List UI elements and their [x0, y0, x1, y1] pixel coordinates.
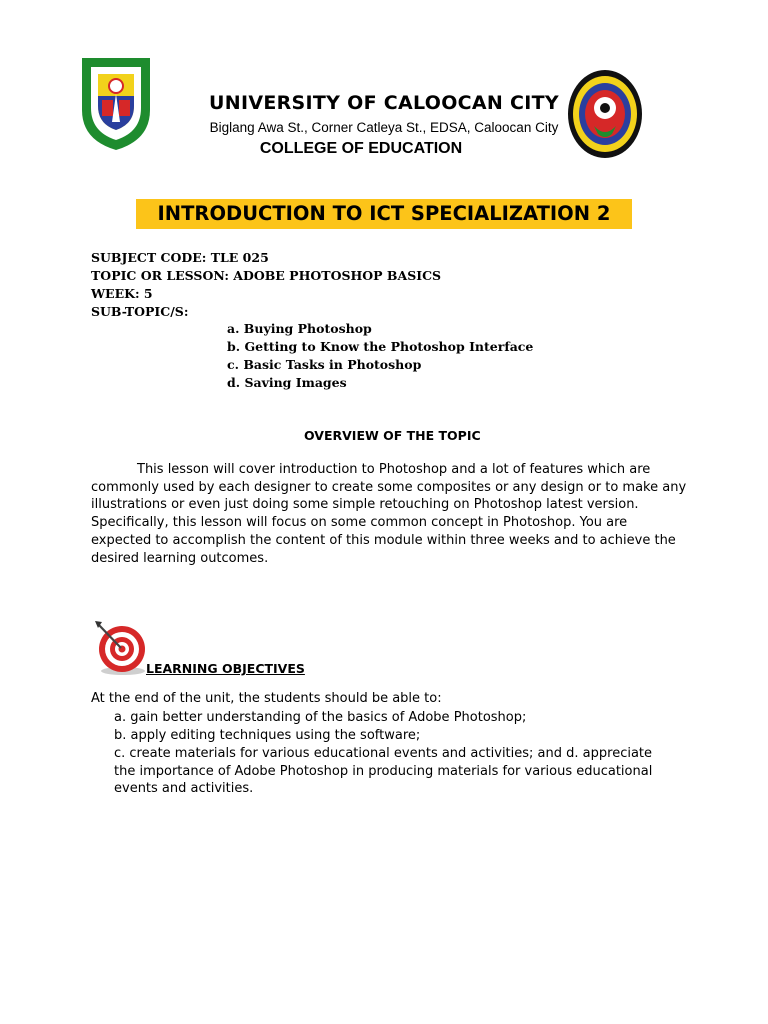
- objective-item: a. gain better understanding of the basics of Adobe Photoshop;: [114, 710, 527, 725]
- university-name: UNIVERSITY OF CALOOCAN CITY: [209, 92, 559, 114]
- college-name: COLLEGE OF EDUCATION: [259, 140, 463, 157]
- objectives-intro: At the end of the unit, the students should be able to:: [91, 691, 442, 706]
- subtopic-item: d. Saving Images: [227, 375, 347, 390]
- subtopic-item: c. Basic Tasks in Photoshop: [227, 357, 422, 372]
- objective-item: b. apply editing techniques using the software;: [114, 728, 421, 743]
- overview-heading: OVERVIEW OF THE TOPIC: [304, 428, 481, 443]
- week: WEEK: 5: [91, 286, 153, 301]
- subject-code: SUBJECT CODE: TLE 025: [91, 250, 269, 265]
- topic-lesson: TOPIC OR LESSON: ADOBE PHOTOSHOP BASICS: [91, 268, 442, 283]
- module-title: INTRODUCTION TO ICT SPECIALIZATION 2: [136, 199, 632, 229]
- subtopic-item: b. Getting to Know the Photoshop Interface: [227, 339, 534, 354]
- subtopics-label: SUB-TOPIC/S:: [91, 304, 189, 319]
- objective-item: c. create materials for various educational events and activities; and d. appreciate the importance of Adobe Photoshop in producing materials for various educational events and activities.: [114, 746, 653, 797]
- target-icon: [92, 618, 150, 676]
- objectives-heading: LEARNING OBJECTIVES: [146, 661, 305, 676]
- overview-paragraph: This lesson will cover introduction to Photoshop and a lot of features which are commonly used by each designer to create some composites or any design or to make any illustrations or even just doing some simple retouching on Photoshop latest version. Specifically, this lesson will focus on some common concept in Photoshop. You are expected to accomplish the content of this module within three weeks and to achieve the desired learning outcomes.: [91, 462, 687, 566]
- subtopic-item: a. Buying Photoshop: [227, 321, 372, 336]
- university-address: Biglang Awa St., Corner Catleya St., EDSA, Caloocan City: [209, 120, 559, 135]
